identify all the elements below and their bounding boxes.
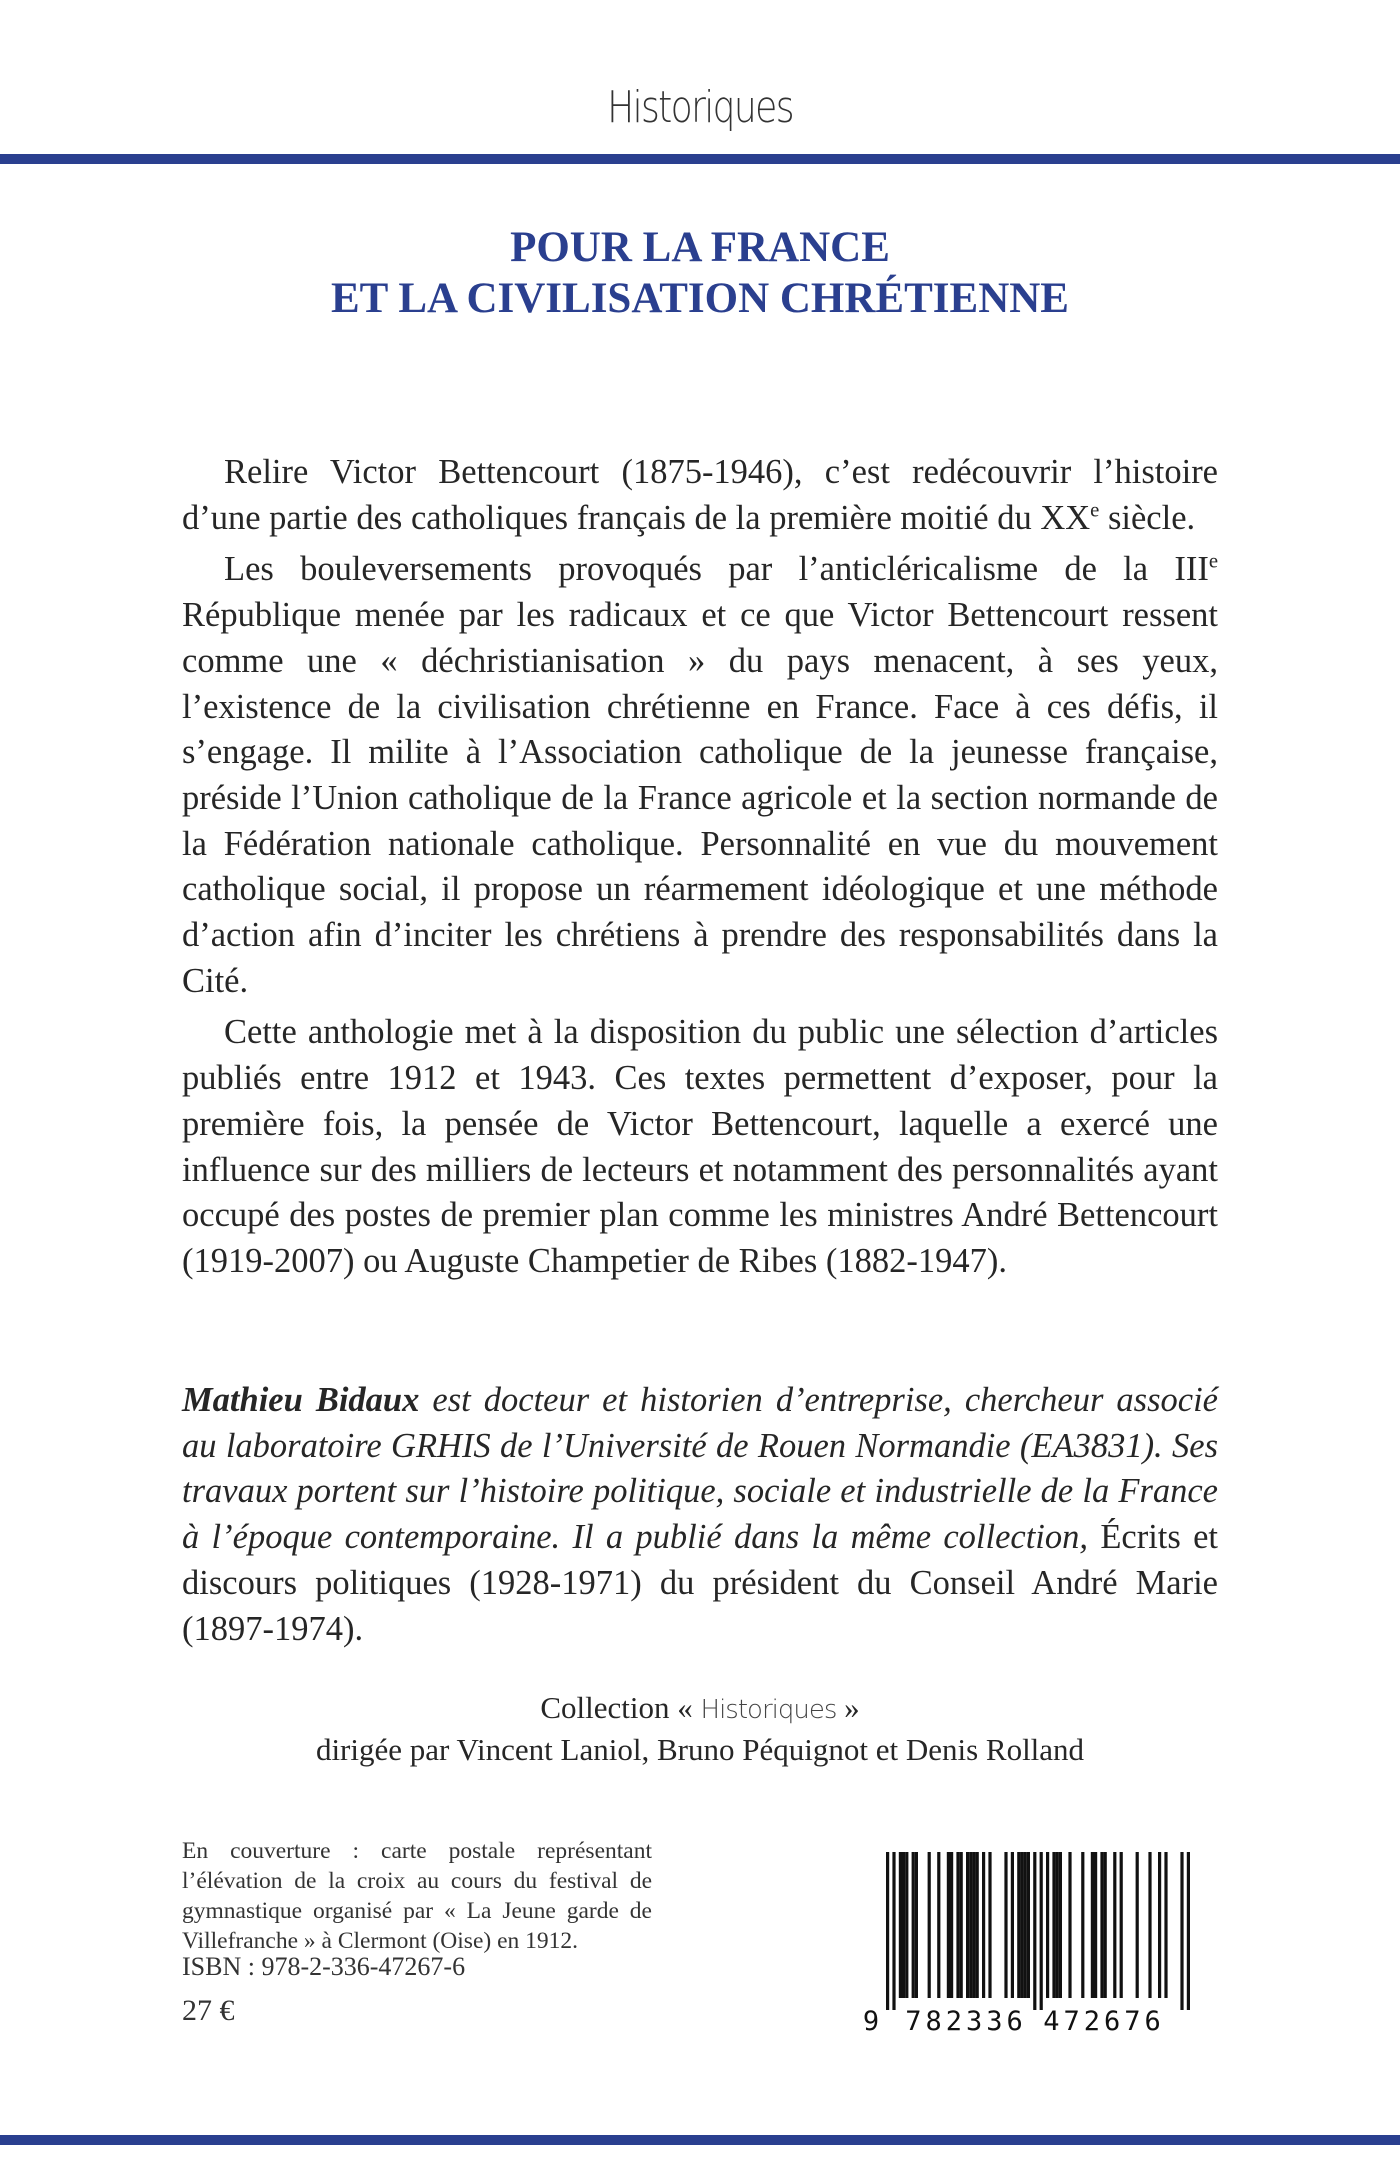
barcode-digit-first: 9	[862, 2006, 880, 2036]
barcode-bar	[1024, 1852, 1027, 1998]
barcode-bar	[960, 1852, 963, 1998]
barcode-bar	[966, 1852, 969, 1998]
barcode-bar	[905, 1852, 908, 1998]
barcode-bar	[937, 1852, 940, 1998]
price: 27 €	[182, 1994, 235, 2027]
series-name: Historiques	[607, 82, 793, 133]
barcode-bar	[1136, 1852, 1139, 1998]
barcode-bar	[1113, 1852, 1116, 1998]
summary-paragraph-3: Cette anthologie met à la disposition du public une sélection d’articles publiés entre 1912 et 1943. Ces textes permettent d’exposer, pour la première fois, la pensée de Victor Bettencourt, laquelle a exercé une influence sur des milliers de lecteurs et notamment des personnalités ayant occupé des postes de premier plan comme les ministres André Bettencourt (1919-2007) ou Auguste Champetier de Ribes (1882-1947).	[182, 1013, 1218, 1280]
barcode-bar	[972, 1852, 975, 1998]
barcode-bar	[928, 1852, 931, 1998]
barcode-bar	[1059, 1852, 1062, 1998]
barcode-bar	[947, 1852, 950, 1998]
author-bio: Mathieu Bidaux est docteur et historien d’entreprise, chercheur associé au laboratoire GRHIS de l’Université de Rouen Normandie (EA3831). Ses travaux portent sur l’histoire politique, sociale et industrielle de la France à l’époque contemporaine. Il a publié dans la même collection, Écrits et discours politiques (1928-1971) du président du Conseil André Marie (1897-1974).	[182, 1381, 1218, 1648]
collection-series-name: Historiques	[700, 1695, 837, 1725]
barcode-bar	[988, 1852, 991, 1998]
barcode-bar	[1033, 1852, 1036, 2010]
barcode-bar	[1148, 1852, 1151, 1998]
barcode-bar	[1104, 1852, 1107, 1998]
barcode-bar	[1187, 1852, 1190, 2010]
barcode-bar	[1158, 1852, 1161, 1998]
barcode-bar	[1046, 1852, 1049, 1998]
barcode-bar	[915, 1852, 918, 1998]
barcode-bar	[982, 1852, 985, 1998]
barcode-bar	[902, 1852, 905, 1998]
barcode-bar	[1094, 1852, 1097, 1998]
cover-credit: En couverture : carte postale représentant l’élévation de la croix au cours du festival de gymnastique organisé par « La Jeune garde de Villefranche » à Clermont (Oise) en 1912.	[182, 1838, 652, 1954]
barcode-digits-right: 472676	[1043, 2006, 1165, 2036]
isbn: ISBN : 978-2-336-47267-6	[182, 1952, 466, 1981]
barcode-bar	[1180, 1852, 1183, 2010]
barcode-bar	[1056, 1852, 1059, 1998]
book-title-line-2: ET LA CIVILISATION CHRÉTIENNE	[331, 275, 1069, 322]
barcode-bar	[1004, 1852, 1007, 1998]
barcode-bar	[1081, 1852, 1084, 1998]
barcode-bar	[1068, 1852, 1071, 1998]
barcode-bar	[1027, 1852, 1030, 1998]
author-name: Mathieu Bidaux	[182, 1381, 420, 1419]
barcode-bar	[1091, 1852, 1094, 1998]
barcode-bar	[969, 1852, 972, 1998]
barcode-bar	[1011, 1852, 1014, 1998]
barcode-bar	[1100, 1852, 1103, 1998]
barcode-bar	[1040, 1852, 1043, 2010]
barcode-bar	[912, 1852, 915, 1998]
barcode-bar	[1052, 1852, 1055, 1998]
collection-name: Collection « Historiques »	[540, 1690, 860, 1725]
barcode-bar	[892, 1852, 895, 2010]
summary-paragraph-2: Les bouleversements provoqués par l’anticléricalisme de la IIIe République menée par les radicaux et ce que Victor Bettencourt ressent comme une « déchristianisation » du pays menacent, à ses yeux, l’existence de la civilisation chrétienne en France. Face à ces défis, il s’engage. Il milite à l’Association catholique de la jeunesse française, préside l’Union catholique de la France agricole et la section normande de la Fédération nationale catholique. Personnalité en vue du mouvement catholique social, il propose un réarmement idéologique et une méthode d’action afin d’inciter les chrétiens à prendre des responsabilités dans la Cité.	[182, 550, 1218, 1000]
barcode-bar	[976, 1852, 979, 1998]
barcode-bar	[1017, 1852, 1020, 1998]
barcode-digits-left: 782336	[905, 2006, 1027, 2036]
back-cover-summary	[182, 450, 1218, 1291]
barcode	[862, 1848, 1204, 2036]
barcode-bar	[1164, 1852, 1167, 1998]
top-rule	[0, 154, 1400, 164]
bottom-rule	[0, 2135, 1400, 2145]
barcode-bar	[886, 1852, 889, 2010]
book-title-line-1: POUR LA FRANCE	[510, 224, 890, 271]
barcode-bar	[1120, 1852, 1123, 1998]
collection-directors: dirigée par Vincent Laniol, Bruno Péquignot et Denis Rolland	[315, 1732, 1085, 1767]
barcode-bar	[956, 1852, 959, 1998]
book-title	[0, 222, 1400, 324]
barcode-graphic	[862, 1848, 1204, 2036]
barcode-bar	[950, 1852, 953, 1998]
barcode-bar	[899, 1852, 902, 1998]
barcode-bar	[1020, 1852, 1023, 1998]
summary-paragraph-1: Relire Victor Bettencourt (1875-1946), c’est redécouvrir l’histoire d’une partie des catholiques français de la première moitié du XXe siècle.	[182, 453, 1218, 537]
collection-info	[0, 1688, 1400, 1770]
